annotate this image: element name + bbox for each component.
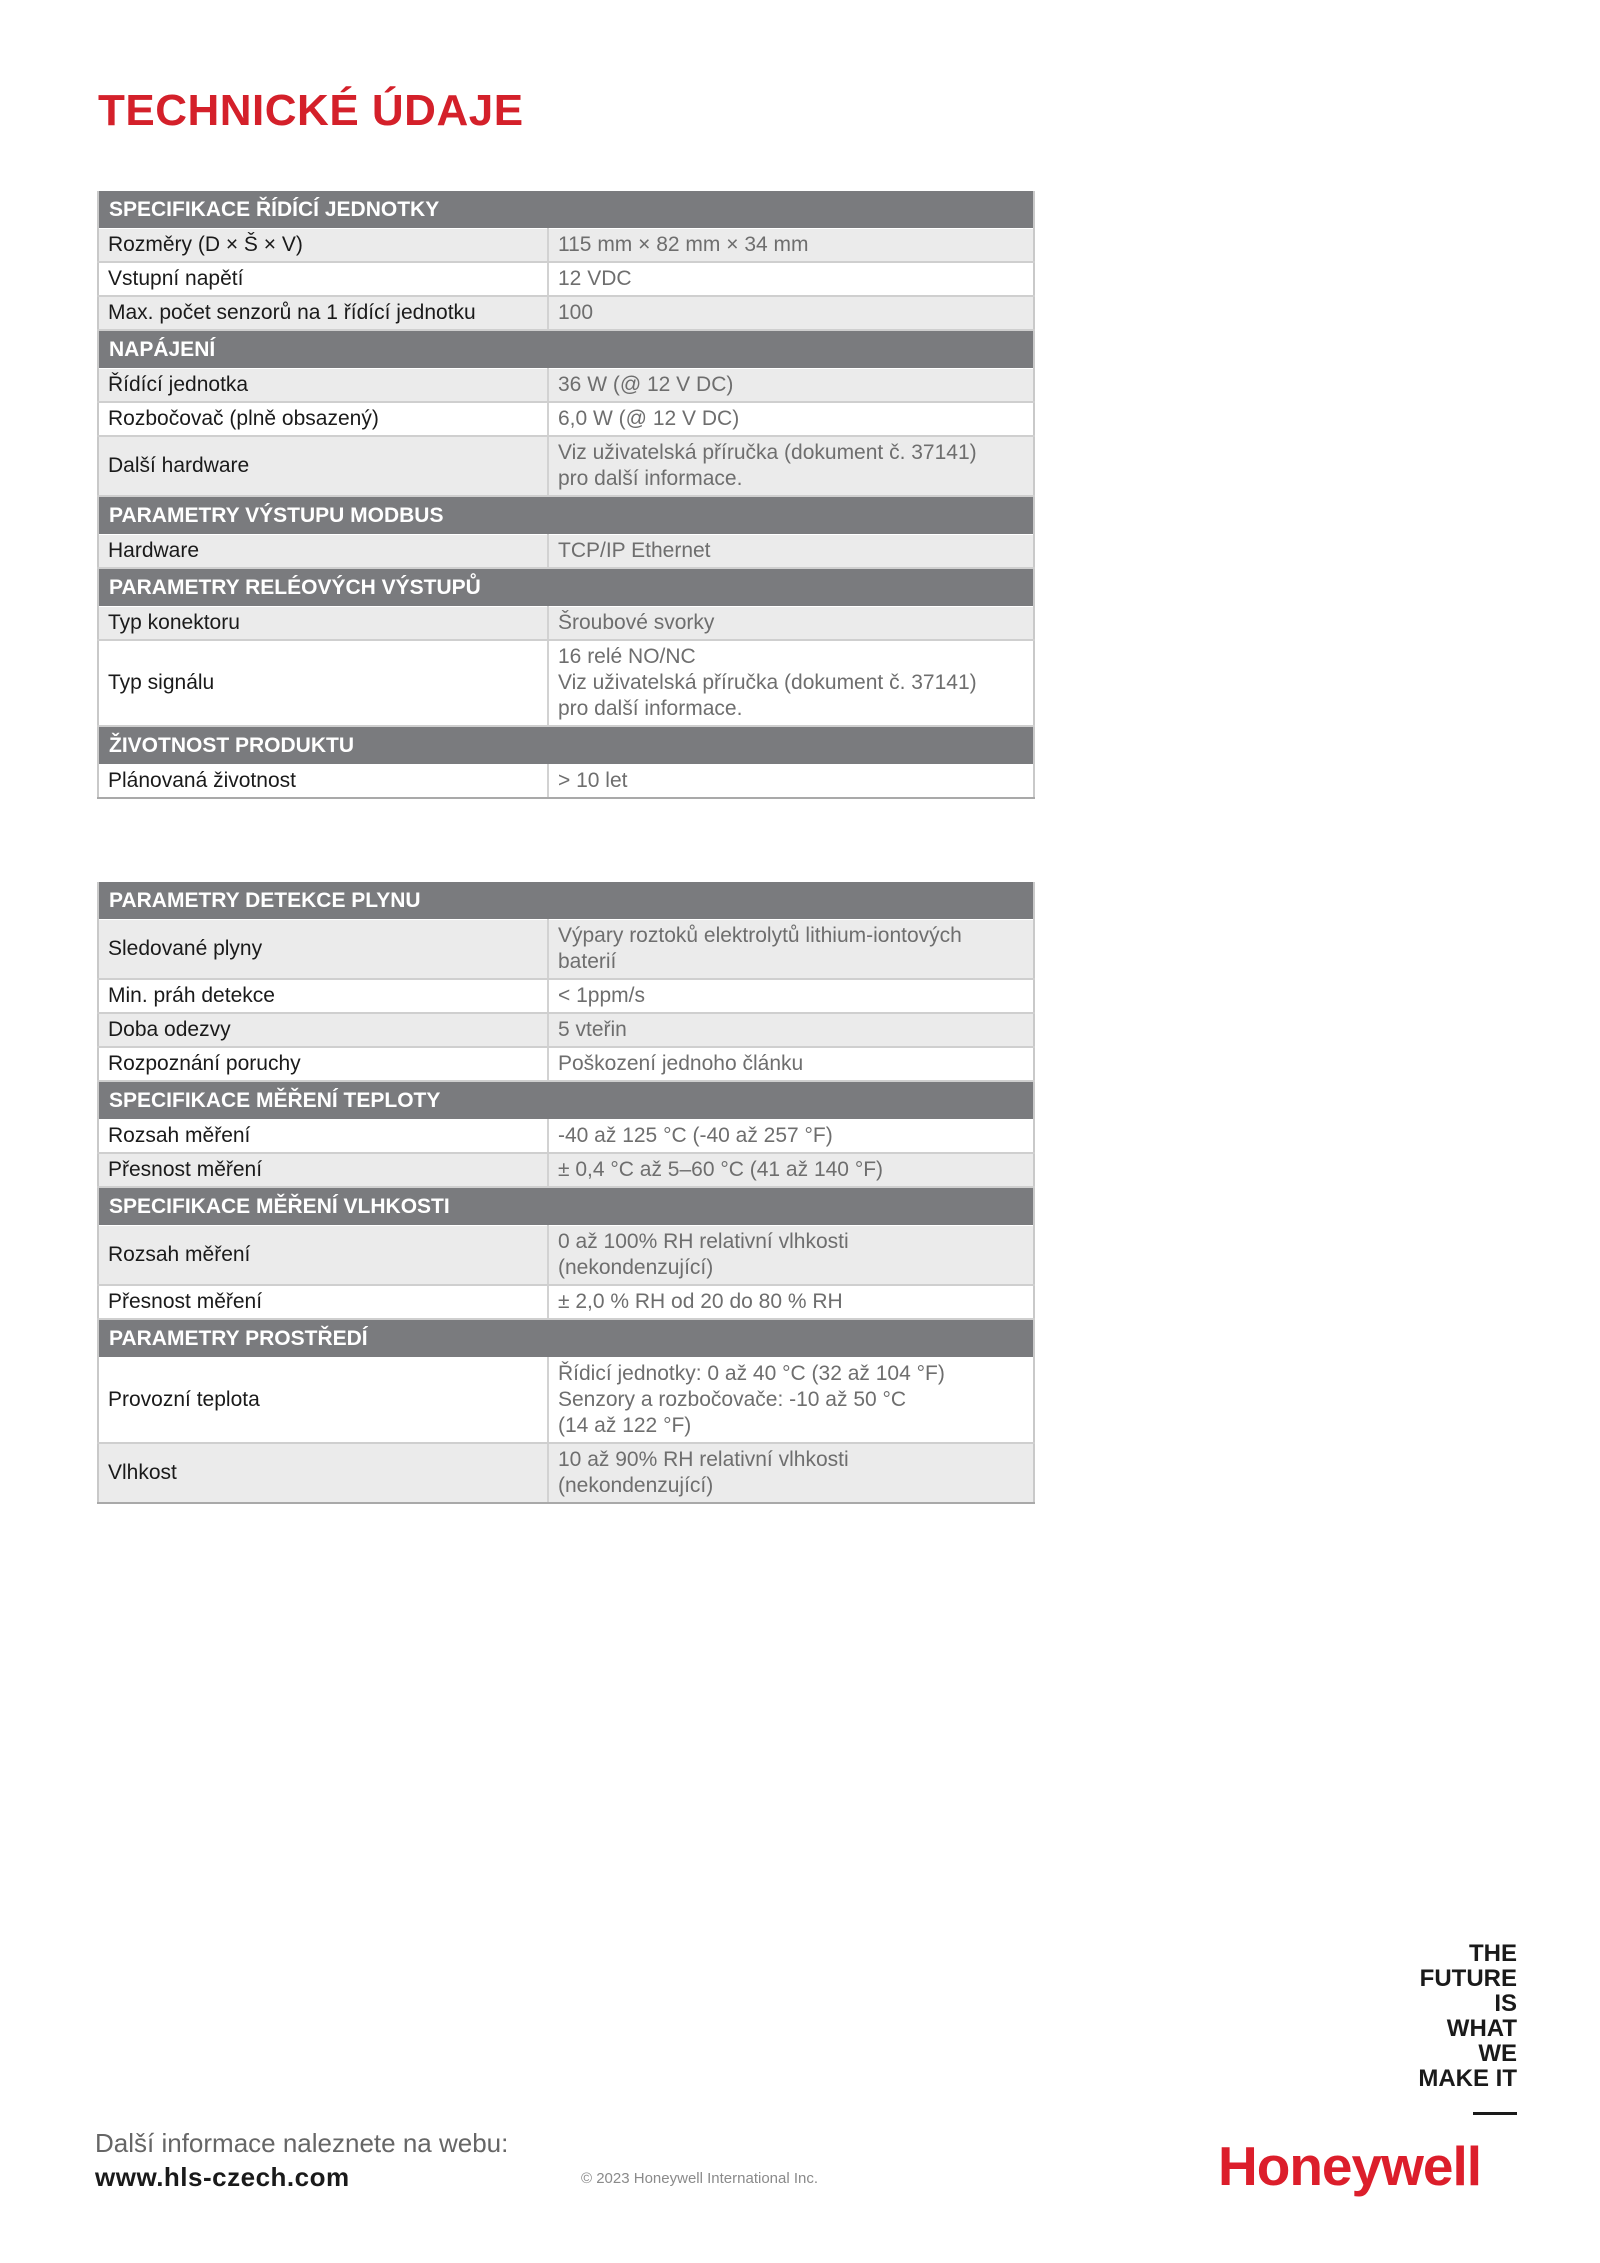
spec-label: Max. počet senzorů na 1 řídící jednotku: [98, 296, 548, 330]
spec-row: [98, 1153, 1034, 1187]
spec-label: Typ konektoru: [98, 607, 548, 641]
spec-value: 12 VDC: [548, 262, 1034, 296]
spec-label: Přesnost měření: [98, 1285, 548, 1319]
spec-label: Plánovaná životnost: [98, 765, 548, 799]
spec-row: [98, 607, 1034, 641]
section-header-row: [98, 1187, 1034, 1226]
footer-info: [95, 2126, 508, 2194]
tagline-line: MAKE IT: [1418, 2065, 1517, 2092]
spec-row: [98, 436, 1034, 496]
spec-label: Sledované plyny: [98, 920, 548, 980]
spec-value: > 10 let: [548, 765, 1034, 799]
tagline-divider: [1473, 2112, 1517, 2115]
section-title: PARAMETRY PROSTŘEDÍ: [98, 1319, 1034, 1358]
spec-value: Výpary roztoků elektrolytů lithium-iontových baterií: [548, 920, 1034, 980]
tagline-line: WE: [1478, 2040, 1517, 2067]
spec-value: TCP/IP Ethernet: [548, 535, 1034, 569]
spec-value: ± 0,4 °C až 5–60 °C (41 až 140 °F): [548, 1153, 1034, 1187]
spec-label: Rozměry (D × Š × V): [98, 229, 548, 263]
spec-value: 16 relé NO/NC Viz uživatelská příručka (dokument č. 37141) pro další informace.: [548, 640, 1034, 726]
spec-value: 100: [548, 296, 1034, 330]
spec-label: Hardware: [98, 535, 548, 569]
spec-row: [98, 1047, 1034, 1081]
section-title: PARAMETRY DETEKCE PLYNU: [98, 882, 1034, 920]
spec-row: [98, 296, 1034, 330]
spec-label: Další hardware: [98, 436, 548, 496]
tagline-line: WHAT: [1446, 2015, 1517, 2042]
spec-label: Doba odezvy: [98, 1013, 548, 1047]
section-header-row: [98, 330, 1034, 369]
tagline-line: FUTURE: [1419, 1965, 1517, 1992]
spec-label: Rozsah měření: [98, 1120, 548, 1154]
section-title: PARAMETRY VÝSTUPU MODBUS: [98, 496, 1034, 535]
spec-table-controller: [97, 191, 1035, 799]
spec-row: [98, 1358, 1034, 1444]
section-title: ŽIVOTNOST PRODUKTU: [98, 726, 1034, 765]
footer-url-link[interactable]: www.hls-czech.com: [95, 2162, 350, 2192]
spec-value: Poškození jednoho článku: [548, 1047, 1034, 1081]
section-header-row: [98, 191, 1034, 229]
spec-row: [98, 1285, 1034, 1319]
spec-table-detection: [97, 882, 1035, 1504]
spec-label: Vstupní napětí: [98, 262, 548, 296]
spec-value: -40 až 125 °C (-40 až 257 °F): [548, 1120, 1034, 1154]
tagline-line: IS: [1494, 1990, 1517, 2017]
spec-label: Řídící jednotka: [98, 369, 548, 403]
spec-label: Provozní teplota: [98, 1358, 548, 1444]
spec-row: [98, 1013, 1034, 1047]
spec-label: Rozsah měření: [98, 1226, 548, 1286]
spec-value: 10 až 90% RH relativní vlhkosti (nekondenzující): [548, 1443, 1034, 1503]
section-title: PARAMETRY RELÉOVÝCH VÝSTUPŮ: [98, 568, 1034, 607]
spec-label: Min. práh detekce: [98, 979, 548, 1013]
section-header-row: [98, 1319, 1034, 1358]
spec-value: Viz uživatelská příručka (dokument č. 37141) pro další informace.: [548, 436, 1034, 496]
section-header-row: [98, 568, 1034, 607]
spec-value: < 1ppm/s: [548, 979, 1034, 1013]
spec-row: [98, 1120, 1034, 1154]
spec-value: 115 mm × 82 mm × 34 mm: [548, 229, 1034, 263]
spec-row: [98, 979, 1034, 1013]
spec-value: Řídicí jednotky: 0 až 40 °C (32 až 104 °F) Senzory a rozbočovače: -10 až 50 °C (14 až 122 °F): [548, 1358, 1034, 1444]
spec-label: Vlhkost: [98, 1443, 548, 1503]
spec-value: 0 až 100% RH relativní vlhkosti (nekondenzující): [548, 1226, 1034, 1286]
section-title: SPECIFIKACE MĚŘENÍ TEPLOTY: [98, 1081, 1034, 1120]
copyright-notice: © 2023 Honeywell International Inc.: [581, 2170, 819, 2187]
spec-value: 36 W (@ 12 V DC): [548, 369, 1034, 403]
section-header-row: [98, 496, 1034, 535]
spec-label: Přesnost měření: [98, 1153, 548, 1187]
spec-row: [98, 920, 1034, 980]
spec-value: Šroubové svorky: [548, 607, 1034, 641]
honeywell-logo: Honeywell: [1218, 2135, 1482, 2197]
spec-row: [98, 229, 1034, 263]
tagline-line: THE: [1469, 1940, 1517, 1967]
spec-row: [98, 1226, 1034, 1286]
spec-label: Rozpoznání poruchy: [98, 1047, 548, 1081]
spec-label: Rozbočovač (plně obsazený): [98, 402, 548, 436]
spec-row: [98, 402, 1034, 436]
page-title: TECHNICKÉ ÚDAJE: [98, 86, 524, 135]
section-title: SPECIFIKACE MĚŘENÍ VLHKOSTI: [98, 1187, 1034, 1226]
spec-row: [98, 369, 1034, 403]
spec-row: [98, 262, 1034, 296]
spec-value: 5 vteřin: [548, 1013, 1034, 1047]
footer-info-label: Další informace naleznete na webu:: [95, 2128, 509, 2158]
tagline: [1418, 1941, 1517, 2091]
spec-label: Typ signálu: [98, 640, 548, 726]
spec-value: ± 2,0 % RH od 20 do 80 % RH: [548, 1285, 1034, 1319]
spec-value: 6,0 W (@ 12 V DC): [548, 402, 1034, 436]
section-title: NAPÁJENÍ: [98, 330, 1034, 369]
section-title: SPECIFIKACE ŘÍDÍCÍ JEDNOTKY: [98, 191, 1034, 229]
section-header-row: [98, 726, 1034, 765]
spec-row: [98, 640, 1034, 726]
section-header-row: [98, 882, 1034, 920]
section-header-row: [98, 1081, 1034, 1120]
spec-row: [98, 765, 1034, 799]
spec-row: [98, 535, 1034, 569]
spec-row: [98, 1443, 1034, 1503]
